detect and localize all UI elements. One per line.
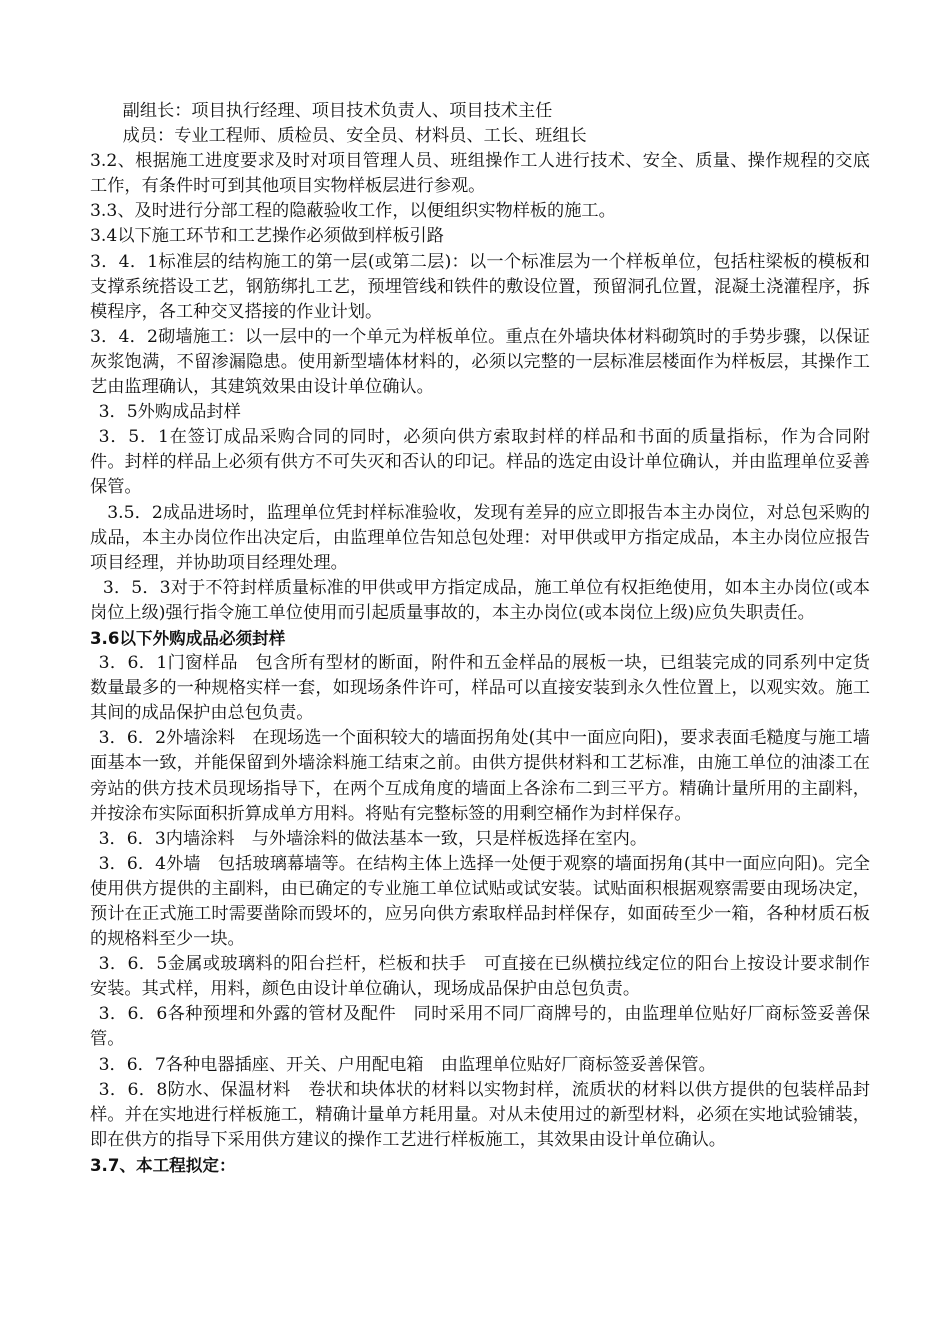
heading-3-6: 3.6以下外购成品必须封样 bbox=[90, 628, 286, 648]
paragraph-3-4: 3.4以下施工环节和工艺操作必须做到样板引路 bbox=[90, 226, 444, 247]
paragraph-3-6-2: 3．6．2外墙涂料 在现场选一个面积较大的墙面拐角处(其中一面应向阳)，要求表面毛糙度与施工墙面基本一致，并能保留到外墙涂料施工结束之前。由供方提供材料和工艺标准，由施工单位的油漆工在旁站的供方技术员现场指导下，在两个互成角度的墙面上各涂布二到三平方。精确计量所用的主副料，并按涂布实际面积折算成单方用料。将贴有完整标签的用剩空桶作为封样保存。 bbox=[90, 728, 870, 824]
paragraph-3-6-6: 3．6．6各种预埋和外露的管材及配件 同时采用不同厂商牌号的，由监理单位贴好厂商标签妥善保管。 bbox=[90, 1004, 870, 1050]
paragraph-3-5-2: 3.5．2成品进场时，监理单位凭封样标准验收，发现有差异的应立即报告本主办岗位，对总包采购的成品，本主办岗位作出决定后，由监理单位告知总包处理：对甲供或甲方指定成品，本主办岗位应报告项目经理，并协助项目经理处理。 bbox=[90, 502, 870, 573]
paragraph-3-4-1: 3．4．1标准层的结构施工的第一层(或第二层)：以一个标准层为一个样板单位，包括柱梁板的模板和支撑系统搭设工艺，钢筋绑扎工艺，预埋管线和铁件的敷设位置，预留洞孔位置，混凝土浇灌程序，拆模程序，各工种交叉搭接的作业计划。 bbox=[90, 251, 870, 322]
paragraph-3-6-8: 3．6．8防水、保温材料 卷状和块体状的材料以实物封样，流质状的材料以供方提供的包装样品封样。并在实地进行样板施工，精确计量单方耗用量。对从未使用过的新型材料，必须在实地试验铺装，即在供方的指导下采用供方建议的操作工艺进行样板施工，其效果由设计单位确认。 bbox=[90, 1079, 870, 1150]
paragraph-3-5-1: 3．5．1在签订成品采购合同的同时，必须向供方索取封样的样品和书面的质量指标，作为合同附件。封样的样品上必须有供方不可失灭和否认的印记。样品的选定由设计单位确认，并由监理单位妥善保管。 bbox=[90, 427, 870, 498]
line-deputy-leader: 副组长：项目执行经理、项目技术负责人、项目技术主任 bbox=[122, 101, 553, 121]
paragraph-3-6-3: 3．6．3内墙涂料 与外墙涂料的做法基本一致，只是样板选择在室内。 bbox=[98, 828, 648, 849]
paragraph-3-4-2: 3．4．2砌墙施工：以一层中的一个单元为样板单位。重点在外墙块体材料砌筑时的手势步骤，以保证灰浆饱满，不留渗漏隐患。使用新型墙体材料的，必须以完整的一层标准层楼面作为样板层，其操作工艺由监理确认，其建筑效果由设计单位确认。 bbox=[90, 326, 870, 398]
paragraph-3-6-1: 3．6．1门窗样品 包含所有型材的断面，附件和五金样品的展板一块，已组装完成的同系列中定货数量最多的一种规格实样一套，如现场条件许可，样品可以直接安装到永久性位置上，以观实效。施工其间的成品保护由总包负责。 bbox=[90, 653, 870, 724]
paragraph-3-6-7: 3．6．7各种电器插座、开关、户用配电箱 由监理单位贴好厂商标签妥善保管。 bbox=[98, 1054, 716, 1075]
heading-3-7: 3.7、本工程拟定： bbox=[90, 1155, 236, 1175]
document-page bbox=[90, 99, 870, 1178]
line-members: 成员：专业工程师、质检员、安全员、材料员、工长、班组长 bbox=[122, 126, 587, 147]
paragraph-3-6-5: 3．6．5金属或玻璃料的阳台拦杆，栏板和扶手 可直接在已纵横拉线定位的阳台上按设计要求制作安装。其式样，用料，颜色由设计单位确认，现场成品保护由总包负责。 bbox=[90, 954, 870, 1000]
paragraph-3-2: 3.2、根据施工进度要求及时对项目管理人员、班组操作工人进行技术、安全、质量、操作规程的交底工作，有条件时可到其他项目实物样板层进行参观。 bbox=[90, 151, 870, 197]
paragraph-3-5: 3．5外购成品封样 bbox=[98, 402, 241, 423]
paragraph-3-3: 3.3、及时进行分部工程的隐蔽验收工作，以便组织实物样板的施工。 bbox=[90, 201, 616, 222]
paragraph-3-6-4: 3．6．4外墙 包括玻璃幕墙等。在结构主体上选择一处便于观察的墙面拐角(其中一面应向阳)。完全使用供方提供的主副料，由已确定的专业施工单位试贴或试安装。试贴面积根据观察需要由现场决定，预计在正式施工时需要凿除而毁坏的，应另向供方索取样品封样保存，如面砖至少一箱，各种材质石板的规格料至少一块。 bbox=[90, 853, 870, 950]
paragraph-3-5-3: 3．5．3对于不符封样质量标准的甲供或甲方指定成品，施工单位有权拒绝使用，如本主办岗位(或本岗位上级)强行指令施工单位使用而引起质量事故的，本主办岗位(或本岗位上级)应负失职责任。 bbox=[90, 577, 870, 623]
